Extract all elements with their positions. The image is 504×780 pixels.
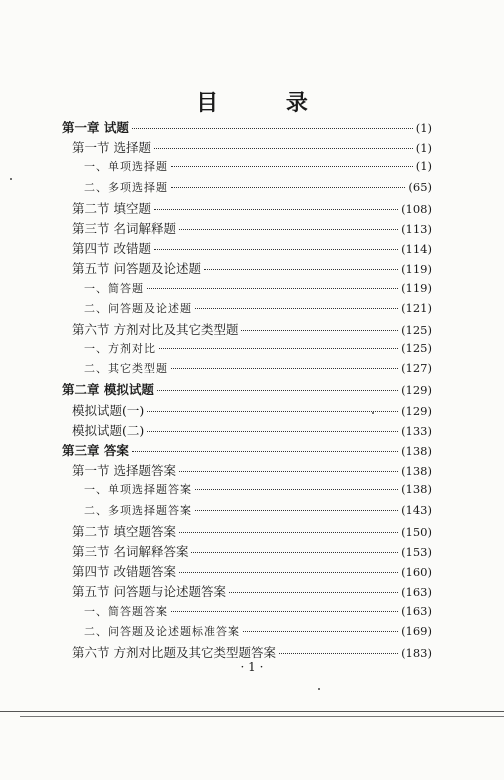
toc-entry [62, 502, 432, 522]
toc-entry [62, 461, 432, 481]
toc-entry-page: (108) [401, 201, 432, 216]
dot-leader [195, 510, 398, 511]
scan-speck [318, 688, 320, 690]
toc-entry-page: (160) [401, 565, 432, 580]
toc-entry [62, 562, 432, 582]
toc-entry [62, 300, 432, 320]
dot-leader [132, 128, 413, 129]
toc-entry [62, 522, 432, 542]
dot-leader [204, 269, 398, 270]
toc-entry-page: (143) [401, 502, 432, 517]
toc-entry-label: 模拟试题(一) [72, 402, 145, 418]
dot-leader [171, 187, 405, 188]
toc-entry [62, 138, 432, 158]
dot-leader [157, 390, 398, 391]
toc-entry-label: 第二节 填空题 [72, 200, 151, 216]
toc-entry [62, 623, 432, 643]
toc-entry-label: 第一章 试题 [62, 120, 129, 135]
dot-leader [279, 653, 398, 654]
toc-entry-page: (1) [415, 159, 432, 174]
dot-leader [132, 451, 398, 452]
dot-leader [241, 330, 398, 331]
dot-leader [191, 552, 398, 553]
toc-entry [62, 380, 432, 400]
dot-leader [229, 592, 398, 593]
toc-entry-page: (121) [401, 300, 432, 315]
page-title: 目 录 [196, 90, 338, 116]
toc-entry-page: (150) [401, 524, 432, 539]
scan-speck [10, 178, 12, 180]
dot-leader [179, 229, 398, 230]
toc-entry-page: (169) [401, 623, 432, 638]
toc-entry-page: (133) [401, 423, 432, 438]
toc-entry-label: 一、简答题答案 [84, 604, 168, 618]
scan-speck [372, 412, 374, 414]
table-of-contents [62, 118, 432, 663]
dot-leader [154, 148, 413, 149]
dot-leader [195, 308, 398, 309]
dot-leader [179, 532, 398, 533]
toc-entry-page: (114) [401, 242, 432, 257]
toc-entry [62, 239, 432, 259]
toc-entry-label: 第四节 改错题答案 [72, 564, 176, 580]
toc-entry-label: 一、单项选择题答案 [84, 483, 192, 497]
toc-entry-page: (113) [401, 221, 432, 236]
toc-entry-label: 二、多项选择题 [84, 180, 168, 194]
toc-entry-page: (125) [401, 322, 432, 337]
toc-entry [62, 582, 432, 602]
toc-entry-page: (1) [415, 121, 432, 135]
toc-entry-label: 模拟试题(二) [72, 422, 145, 438]
toc-entry-label: 第一节 选择题答案 [72, 463, 176, 479]
toc-entry-label: 一、方剂对比 [84, 342, 156, 356]
toc-entry [62, 542, 432, 562]
toc-entry-label: 二、多项选择题答案 [84, 503, 192, 517]
toc-entry-label: 第二章 模拟试题 [62, 382, 154, 398]
toc-entry [62, 481, 432, 501]
toc-entry-page: (138) [401, 482, 432, 497]
dot-leader [154, 209, 398, 210]
toc-entry-label: 第五节 问答题及论述题 [72, 261, 201, 277]
toc-entry-label: 第六节 方剂对比题及其它类型题答案 [72, 644, 276, 660]
toc-entry-page: (138) [401, 444, 432, 458]
toc-entry-page: (127) [401, 361, 432, 376]
toc-entry [62, 603, 432, 623]
toc-entry-label: 第六节 方剂对比及其它类型题 [72, 321, 239, 337]
toc-entry [62, 179, 432, 199]
toc-entry-label: 第三节 名词解释题 [72, 220, 176, 236]
toc-entry-label: 第三节 名词解释答案 [72, 543, 189, 559]
toc-entry-label: 第三章 答案 [62, 443, 129, 458]
toc-entry-label: 第五节 问答题与论述题答案 [72, 584, 226, 600]
toc-entry-page: (163) [401, 603, 432, 618]
toc-entry-label: 第一节 选择题 [72, 140, 151, 156]
toc-entry-label: 一、简答题 [84, 281, 144, 295]
toc-entry-label: 第二节 填空题答案 [72, 523, 176, 539]
toc-entry [62, 401, 432, 421]
dot-leader [171, 368, 398, 369]
dot-leader [147, 288, 398, 289]
toc-entry-page: (129) [401, 403, 432, 418]
toc-entry-page: (153) [401, 544, 432, 559]
dot-leader [147, 411, 398, 412]
dot-leader [179, 471, 398, 472]
toc-entry-label: 二、其它类型题 [84, 362, 168, 376]
toc-entry-label: 二、问答题及论述题标准答案 [84, 624, 240, 638]
toc-entry [62, 340, 432, 360]
toc-entry-page: (129) [401, 383, 432, 398]
toc-entry-label: 第四节 改错题 [72, 241, 151, 257]
toc-entry [62, 280, 432, 300]
toc-entry-label: 一、单项选择题 [84, 160, 168, 174]
toc-entry-page: (163) [401, 585, 432, 600]
toc-entry-page: (138) [401, 464, 432, 479]
toc-entry-page: (119) [401, 280, 432, 295]
toc-entry [62, 158, 432, 178]
toc-entry [62, 320, 432, 340]
toc-entry [62, 421, 432, 441]
dot-leader [195, 489, 398, 490]
dot-leader [171, 611, 398, 612]
toc-entry [62, 199, 432, 219]
toc-entry [62, 259, 432, 279]
bottom-rule [0, 711, 504, 712]
toc-entry-page: (119) [401, 262, 432, 277]
toc-entry [62, 118, 432, 138]
toc-entry [62, 219, 432, 239]
dot-leader [159, 348, 398, 349]
dot-leader [171, 166, 413, 167]
toc-entry [62, 360, 432, 380]
dot-leader [243, 631, 398, 632]
toc-entry-page: (65) [408, 179, 432, 194]
toc-entry-page: (125) [401, 341, 432, 356]
bottom-rule-secondary [20, 716, 504, 717]
toc-entry-page: (1) [415, 141, 432, 156]
dot-leader [147, 431, 398, 432]
dot-leader [154, 249, 398, 250]
page-number: · 1 · [240, 660, 264, 674]
toc-entry-page: (183) [401, 645, 432, 660]
toc-entry-label: 二、问答题及论述题 [84, 301, 192, 315]
dot-leader [179, 572, 398, 573]
toc-entry [62, 441, 432, 461]
